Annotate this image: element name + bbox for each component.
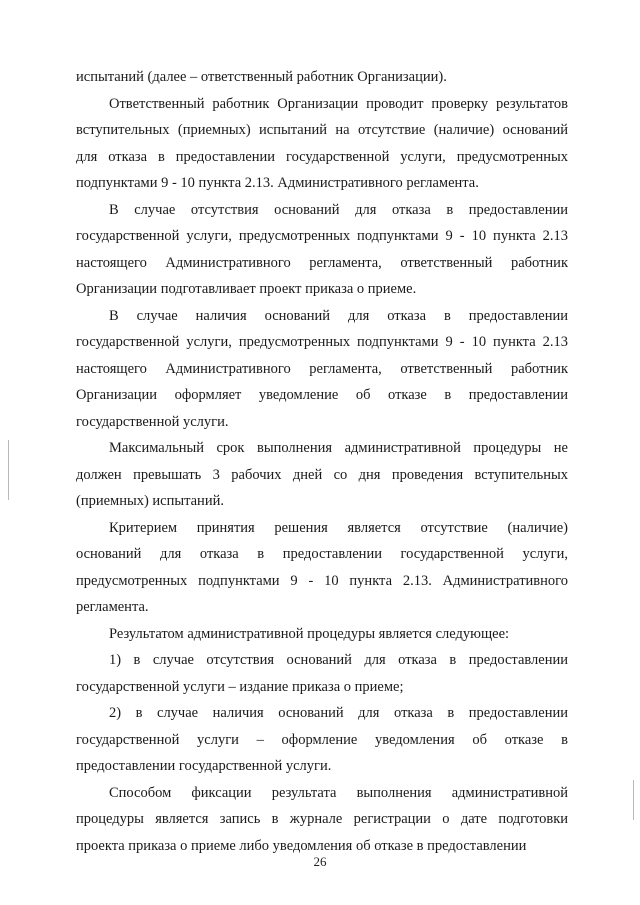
paragraph (76, 647, 568, 700)
text-line: предоставлении государственной услуги. (76, 758, 332, 774)
text-line: государственной услуги – оформление уведомления об отказе в (76, 731, 568, 748)
paragraph (76, 780, 568, 860)
text-line: должен превышать 3 рабочих дней со дня проведения вступительных (76, 466, 568, 483)
text-line: Критерием принятия решения является отсутствие (наличие) (109, 519, 568, 536)
paragraph (76, 64, 568, 91)
text-line: государственной услуги, предусмотренных подпунктами 9 - 10 пункта 2.13 (76, 228, 568, 244)
text-line: для отказа в предоставлении государственной услуги, предусмотренных (76, 148, 568, 165)
document-body (76, 64, 568, 859)
text-line: Организации оформляет уведомление об отказе в предоставлении (76, 387, 568, 403)
text-line: Организации подготавливает проект приказа о приеме. (76, 281, 417, 297)
text-line: 1) в случае отсутствия оснований для отказа в предоставлении (109, 652, 568, 668)
scan-artifact-left (8, 440, 9, 500)
text-line: настоящего Административного регламента, ответственный работник (76, 254, 568, 271)
text-line: Максимальный срок выполнения административной процедуры не (109, 440, 568, 456)
text-line: предусмотренных подпунктами 9 - 10 пункта 2.13. Административного (76, 572, 568, 589)
text-line: 2) в случае наличия оснований для отказа в предоставлении (109, 705, 568, 721)
scan-artifact-right (633, 780, 634, 820)
text-line: вступительных (приемных) испытаний на отсутствие (наличие) оснований (76, 122, 568, 138)
paragraph (76, 700, 568, 780)
text-line: В случае отсутствия оснований для отказа в предоставлении (109, 201, 568, 218)
page-number: 26 (313, 854, 327, 869)
paragraph (76, 197, 568, 303)
text-line: Способом фиксации результата выполнения административной (109, 784, 568, 801)
text-line: Ответственный работник Организации проводит проверку результатов (109, 95, 568, 112)
text-line: настоящего Административного регламента, ответственный работник (76, 360, 568, 377)
text-line: испытаний (далее – ответственный работник Организации). (76, 69, 447, 85)
text-line: государственной услуги. (76, 413, 229, 430)
text-line: Результатом административной процедуры является следующее: (109, 625, 510, 642)
paragraph (76, 515, 568, 621)
paragraph (76, 303, 568, 436)
text-line: государственной услуги, предусмотренных подпунктами 9 - 10 пункта 2.13 (76, 334, 568, 350)
text-line: процедуры является запись в журнале регистрации о дате подготовки (76, 811, 568, 827)
text-line: регламента. (76, 599, 149, 615)
text-line: государственной услуги – издание приказа о приеме; (76, 678, 404, 695)
text-line: оснований для отказа в предоставлении государственной услуги, (76, 546, 568, 562)
text-line: (приемных) испытаний. (76, 493, 224, 509)
paragraph (76, 91, 568, 197)
paragraph (76, 435, 568, 515)
text-line: В случае наличия оснований для отказа в предоставлении (109, 307, 568, 324)
text-line: проекта приказа о приеме либо уведомления об отказе в предоставлении (76, 837, 527, 854)
paragraph (76, 621, 568, 648)
text-line: подпунктами 9 - 10 пункта 2.13. Административного регламента. (76, 175, 479, 191)
